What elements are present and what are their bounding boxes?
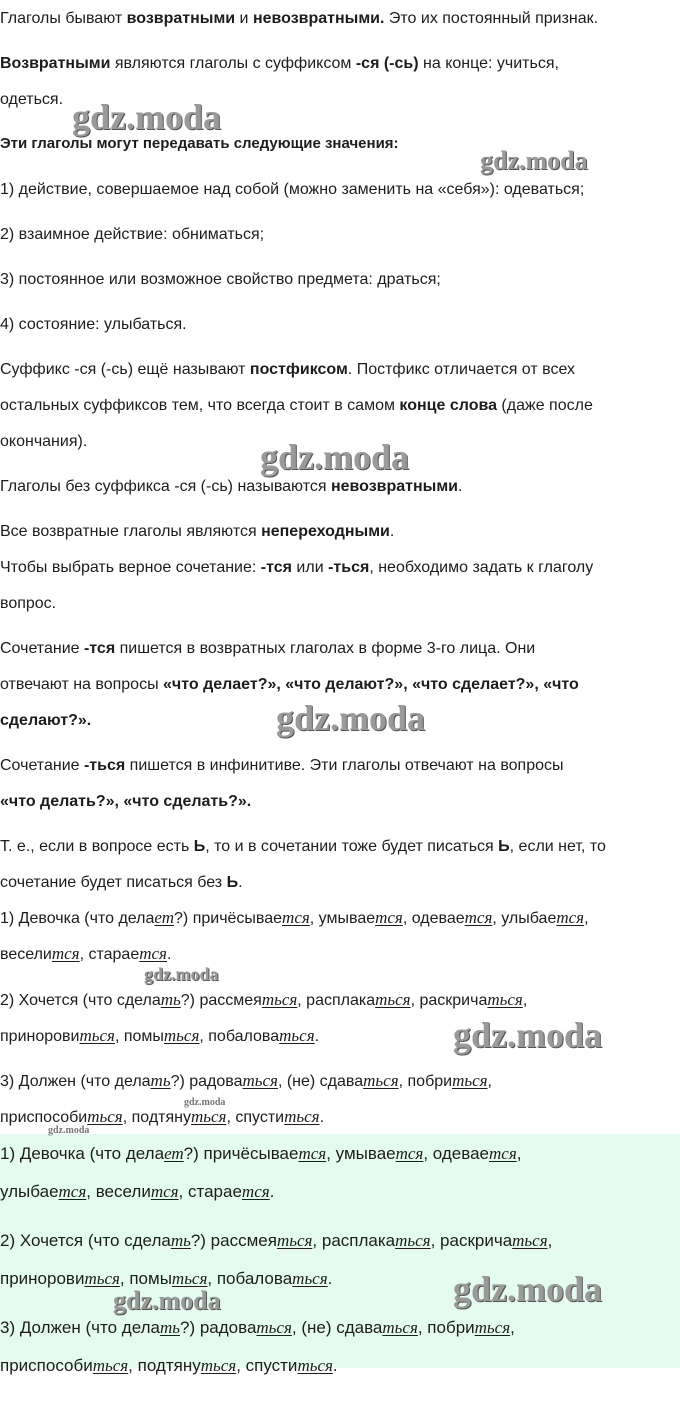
plain-text: , улыбае xyxy=(492,910,557,927)
plain-text: , весели xyxy=(86,1182,151,1201)
text-line: сочетание будет писаться без Ь. xyxy=(0,874,243,891)
watermark-logo: gdz.moda xyxy=(260,437,410,477)
plain-text: , раскрича xyxy=(430,1231,513,1250)
suffix-text: ться xyxy=(279,1026,315,1045)
suffix-text: ться xyxy=(297,1356,333,1375)
suffix-text: ет xyxy=(164,1144,184,1163)
plain-text: ?) радова xyxy=(179,1318,257,1337)
plain-text: ?) причёсывае xyxy=(174,910,283,927)
text-line: 4) состояние: улыбаться. xyxy=(0,316,187,333)
text-line: отвечают на вопросы «что делает?», «что делают?», «что сделает?», «что xyxy=(0,676,579,693)
plain-text: , побалова xyxy=(207,1269,293,1288)
watermark-logo: gdz.moda xyxy=(276,698,426,738)
suffix-text: ться xyxy=(284,1107,320,1126)
exercise-line-2a xyxy=(0,990,680,1011)
text-line: Все возвратные глаголы являются непереходными. xyxy=(0,523,395,540)
plain-text: , умывае xyxy=(309,910,376,927)
suffix-text: ться xyxy=(261,990,298,1009)
plain-text: . xyxy=(269,1182,275,1201)
suffix-text: тся xyxy=(139,944,167,963)
plain-text: 2) Хочется (что сдела xyxy=(0,992,161,1009)
plain-text: , одевае xyxy=(402,910,465,927)
suffix-text: ться xyxy=(363,1071,399,1090)
plain-text: , подтяну xyxy=(122,1109,191,1126)
plain-text: , спусти xyxy=(236,1356,298,1375)
text-line: одеться. xyxy=(0,91,64,108)
suffix-text: ть xyxy=(150,1071,171,1090)
plain-text: , спусти xyxy=(226,1109,285,1126)
watermark-logo: gdz.moda xyxy=(113,1286,221,1315)
plain-text: . xyxy=(166,946,172,963)
suffix-text: ться xyxy=(242,1071,278,1090)
plain-text: , побалова xyxy=(199,1028,280,1045)
plain-text: , помы xyxy=(114,1028,164,1045)
plain-text: улыбае xyxy=(0,1182,59,1201)
plain-text: , помы xyxy=(119,1269,172,1288)
watermark-logo: gdz.moda xyxy=(48,1125,90,1136)
text-line: Возвратными являются глаголы с суффиксом -ся (-сь) на конце: учиться, xyxy=(0,55,559,72)
plain-text: принорови xyxy=(0,1269,85,1288)
text-line: Глаголы бывают возвратными и невозвратными. Это их постоянный признак. xyxy=(0,10,599,27)
plain-text: 1) Девочка (что дела xyxy=(0,910,155,927)
suffix-text: тся xyxy=(375,908,403,927)
suffix-text: ться xyxy=(200,1356,237,1375)
exercise-line-3a xyxy=(0,1071,680,1092)
suffix-text: ться xyxy=(375,990,411,1009)
plain-text: , умывае xyxy=(326,1144,396,1163)
answer-block xyxy=(0,1134,680,1375)
suffix-text: тся xyxy=(464,908,493,927)
plain-text: весели xyxy=(0,946,52,963)
plain-text: . xyxy=(327,1269,333,1288)
plain-text: , xyxy=(522,992,528,1009)
plain-text: , одевае xyxy=(423,1144,489,1163)
plain-text: ?) рассмея xyxy=(180,992,262,1009)
suffix-text: ться xyxy=(171,1269,208,1288)
suffix-text: ться xyxy=(487,990,523,1009)
plain-text: принорови xyxy=(0,1028,80,1045)
plain-text: , xyxy=(516,1144,522,1163)
plain-text: , xyxy=(487,1073,492,1090)
suffix-text: ться xyxy=(163,1026,200,1045)
text-line: Сочетание -тся пишется в возвратных глаголах в форме 3-го лица. Они xyxy=(0,640,536,657)
text-line: Чтобы выбрать верное сочетание: -тся или -ться, необходимо задать к глаголу xyxy=(0,559,594,576)
suffix-text: тся xyxy=(298,1144,327,1163)
plain-text: ?) рассмея xyxy=(190,1231,277,1250)
plain-text: 2) Хочется (что сдела xyxy=(0,1231,171,1250)
plain-text: , старае xyxy=(79,946,140,963)
suffix-text: ться xyxy=(92,1356,129,1375)
plain-text: ?) радова xyxy=(170,1073,243,1090)
suffix-text: ться xyxy=(474,1318,511,1337)
plain-text: , побри xyxy=(398,1073,453,1090)
answer-line-1a xyxy=(0,1144,680,1164)
plain-text: , побри xyxy=(417,1318,475,1337)
plain-text: , xyxy=(584,910,589,927)
plain-text: 1) Девочка (что дела xyxy=(0,1144,165,1163)
answer-line-1b xyxy=(0,1182,680,1202)
suffix-text: тся xyxy=(489,1144,517,1163)
suffix-text: ть xyxy=(160,990,181,1009)
plain-text: приспособи xyxy=(0,1356,93,1375)
plain-text: 3) Должен (что дела xyxy=(0,1073,151,1090)
suffix-text: тся xyxy=(51,944,80,963)
suffix-text: тся xyxy=(241,1182,270,1201)
suffix-text: ться xyxy=(79,1026,115,1045)
plain-text: , раскрича xyxy=(410,992,488,1009)
suffix-text: ет xyxy=(154,908,175,927)
suffix-text: ться xyxy=(276,1231,313,1250)
exercise-line-1b xyxy=(0,944,680,965)
suffix-text: тся xyxy=(556,908,585,927)
watermark-logo: gdz.moda xyxy=(184,1097,226,1108)
suffix-text: тся xyxy=(395,1144,424,1163)
plain-text: , расплака xyxy=(297,992,376,1009)
watermark-logo: gdz.moda xyxy=(72,97,222,137)
plain-text: , (не) сдава xyxy=(291,1318,383,1337)
text-line: Сочетание -ться пишется в инфинитиве. Эти глаголы отвечают на вопросы xyxy=(0,757,564,774)
text-line: Т. е., если в вопросе есть Ь, то и в сочетании тоже будет писаться Ь, если нет, то xyxy=(0,838,606,855)
text-line: сделают?». xyxy=(0,712,92,729)
watermark-logo: gdz.moda xyxy=(144,964,219,984)
plain-text: . xyxy=(319,1109,325,1126)
answer-line-2a xyxy=(0,1231,680,1251)
suffix-text: ться xyxy=(395,1231,431,1250)
exercise-line-1a xyxy=(0,908,680,929)
suffix-text: ться xyxy=(190,1107,227,1126)
plain-text: . xyxy=(314,1028,320,1045)
text-line: Эти глаголы могут передавать следующие значения: xyxy=(0,135,399,152)
text-line: остальных суффиксов тем, что всегда стоит в самом конце слова (даже после xyxy=(0,397,593,414)
plain-text: ?) причёсывае xyxy=(183,1144,299,1163)
suffix-text: тся xyxy=(150,1182,179,1201)
suffix-text: ться xyxy=(256,1318,292,1337)
suffix-text: ть xyxy=(170,1231,191,1250)
suffix-text: ть xyxy=(159,1318,180,1337)
plain-text: , (не) сдава xyxy=(277,1073,364,1090)
plain-text: , xyxy=(547,1231,553,1250)
plain-text: , старае xyxy=(178,1182,242,1201)
plain-text: 3) Должен (что дела xyxy=(0,1318,160,1337)
suffix-text: ться xyxy=(292,1269,328,1288)
plain-text: . xyxy=(332,1356,338,1375)
suffix-text: тся xyxy=(58,1182,87,1201)
answer-line-3b xyxy=(0,1356,680,1376)
watermark-logo: gdz.moda xyxy=(480,146,588,175)
text-line: Глаголы без суффикса -ся (-сь) называются невозвратными. xyxy=(0,478,463,495)
suffix-text: тся xyxy=(282,908,310,927)
text-line: окончания). xyxy=(0,433,88,450)
suffix-text: ться xyxy=(452,1071,488,1090)
text-line: «что делать?», «что сделать?». xyxy=(0,793,252,810)
watermark-logo: gdz.moda xyxy=(453,1015,603,1055)
plain-text: , расплака xyxy=(312,1231,396,1250)
suffix-text: ться xyxy=(382,1318,418,1337)
text-line: 2) взаимное действие: обниматься; xyxy=(0,226,265,243)
answer-line-3a xyxy=(0,1318,680,1338)
suffix-text: ться xyxy=(512,1231,548,1250)
text-line: вопрос. xyxy=(0,595,57,612)
suffix-text: ться xyxy=(87,1107,123,1126)
text-line: 1) действие, совершаемое над собой (можно заменить на «себя»): одеваться; xyxy=(0,181,585,198)
text-line: Суффикс -ся (-сь) ещё называют постфиксом. Постфикс отличается от всех xyxy=(0,361,575,378)
text-line: 3) постоянное или возможное свойство предмета: драться; xyxy=(0,271,441,288)
plain-text: приспособи xyxy=(0,1109,88,1126)
suffix-text: ться xyxy=(84,1269,120,1288)
exercise-line-3b xyxy=(0,1107,680,1128)
plain-text: , xyxy=(510,1318,515,1337)
plain-text: , подтяну xyxy=(128,1356,201,1375)
watermark-logo: gdz.moda xyxy=(453,1269,603,1309)
